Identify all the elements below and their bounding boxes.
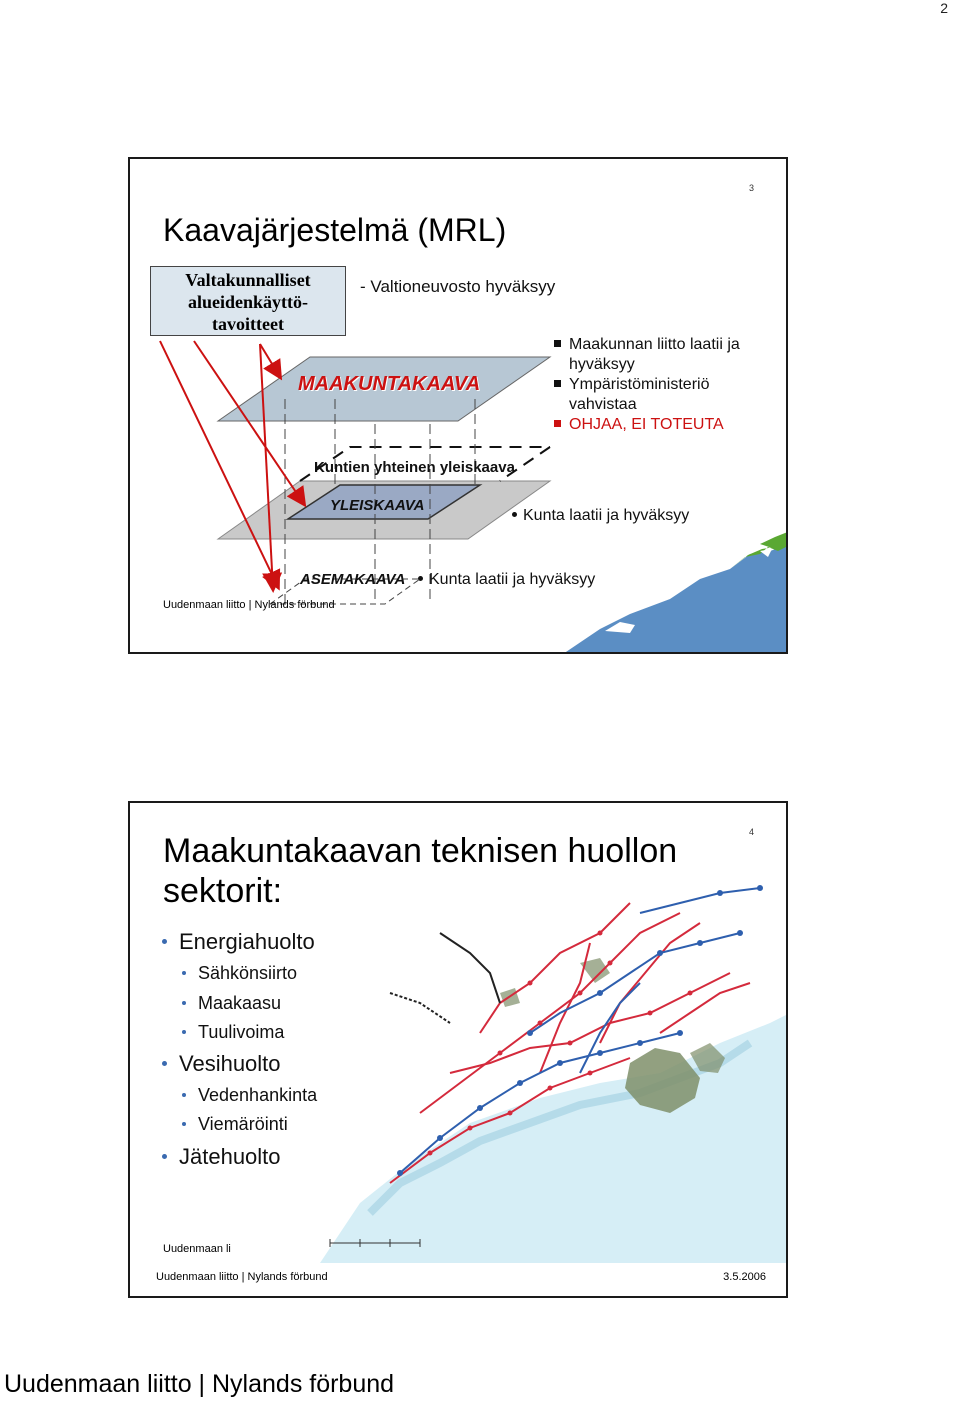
box-line-2: alueidenkäyttö-	[187, 292, 308, 312]
slide-footer: Uudenmaan liitto | Nylands förbund	[156, 1271, 328, 1283]
valtioneuvosto-text: - Valtioneuvosto hyväksyy	[360, 277, 556, 296]
page-footer: Uudenmaan liitto | Nylands förbund	[4, 1370, 395, 1398]
slide-inner-footer: Uudenmaan li	[163, 1243, 231, 1255]
maakuntakaava-label: MAAKUNTAKAAVA	[298, 373, 481, 395]
slide-title: Kaavajärjestelmä (MRL)	[163, 212, 507, 248]
item-sahkonsiirto: Sähkönsiirto	[182, 963, 297, 984]
item-tuulivoima: Tuulivoima	[182, 1022, 284, 1043]
item-viemarointi: Viemäröinti	[182, 1114, 288, 1135]
slide-title-line-2: sektorit:	[163, 872, 283, 910]
yleiskaava-bullet: Kunta laatii ja hyväksyy	[512, 507, 689, 525]
maakunta-bullet-1: Maakunnan liitto laatii ja	[554, 335, 740, 355]
slide-title-line-1: Maakuntakaavan teknisen huollon	[163, 832, 678, 870]
item-maakaasu: Maakaasu	[182, 993, 281, 1014]
asemakaava-label: ASEMAKAAVA	[300, 571, 406, 588]
slide-number: 4	[748, 827, 754, 837]
slide-teknisen-huollon-sektorit	[128, 801, 788, 1298]
item-energiahuolto: Energiahuolto	[162, 929, 315, 955]
asemakaava-bullet: Kunta laatii ja hyväksyy	[418, 571, 595, 589]
item-vesihuolto: Vesihuolto	[162, 1051, 281, 1077]
slide-footer: Uudenmaan liitto | Nylands förbund	[163, 599, 335, 611]
maakunta-bullet-2-cont: vahvistaa	[569, 396, 637, 413]
maakunta-bullet-1-cont: hyväksyy	[569, 356, 635, 373]
page-number: 2	[940, 0, 948, 16]
kuntien-yleiskaava-label: Kuntien yhteinen yleiskaava	[314, 459, 515, 476]
yleiskaava-label: YLEISKAAVA	[330, 497, 425, 514]
item-vedenhankinta: Vedenhankinta	[182, 1085, 317, 1106]
item-jatehuolto: Jätehuolto	[162, 1144, 281, 1170]
slide-number: 3	[748, 183, 754, 193]
maakunta-bullet-2: Ympäristöministeriö	[554, 375, 740, 395]
arrow-to-maakuntakaava	[260, 344, 280, 377]
box-line-3: tavoitteet	[212, 314, 284, 334]
technical-network-map	[300, 873, 788, 1263]
slide-kaavajarjestelma	[128, 157, 788, 654]
box-line-1: Valtakunnalliset	[185, 270, 311, 290]
maakunta-bullets	[554, 335, 740, 435]
slide-date: 3.5.2006	[723, 1271, 766, 1283]
maakunta-bullet-3: OHJAA, EI TOTEUTA	[554, 415, 740, 435]
arrow-to-yleiskaava	[194, 341, 304, 504]
